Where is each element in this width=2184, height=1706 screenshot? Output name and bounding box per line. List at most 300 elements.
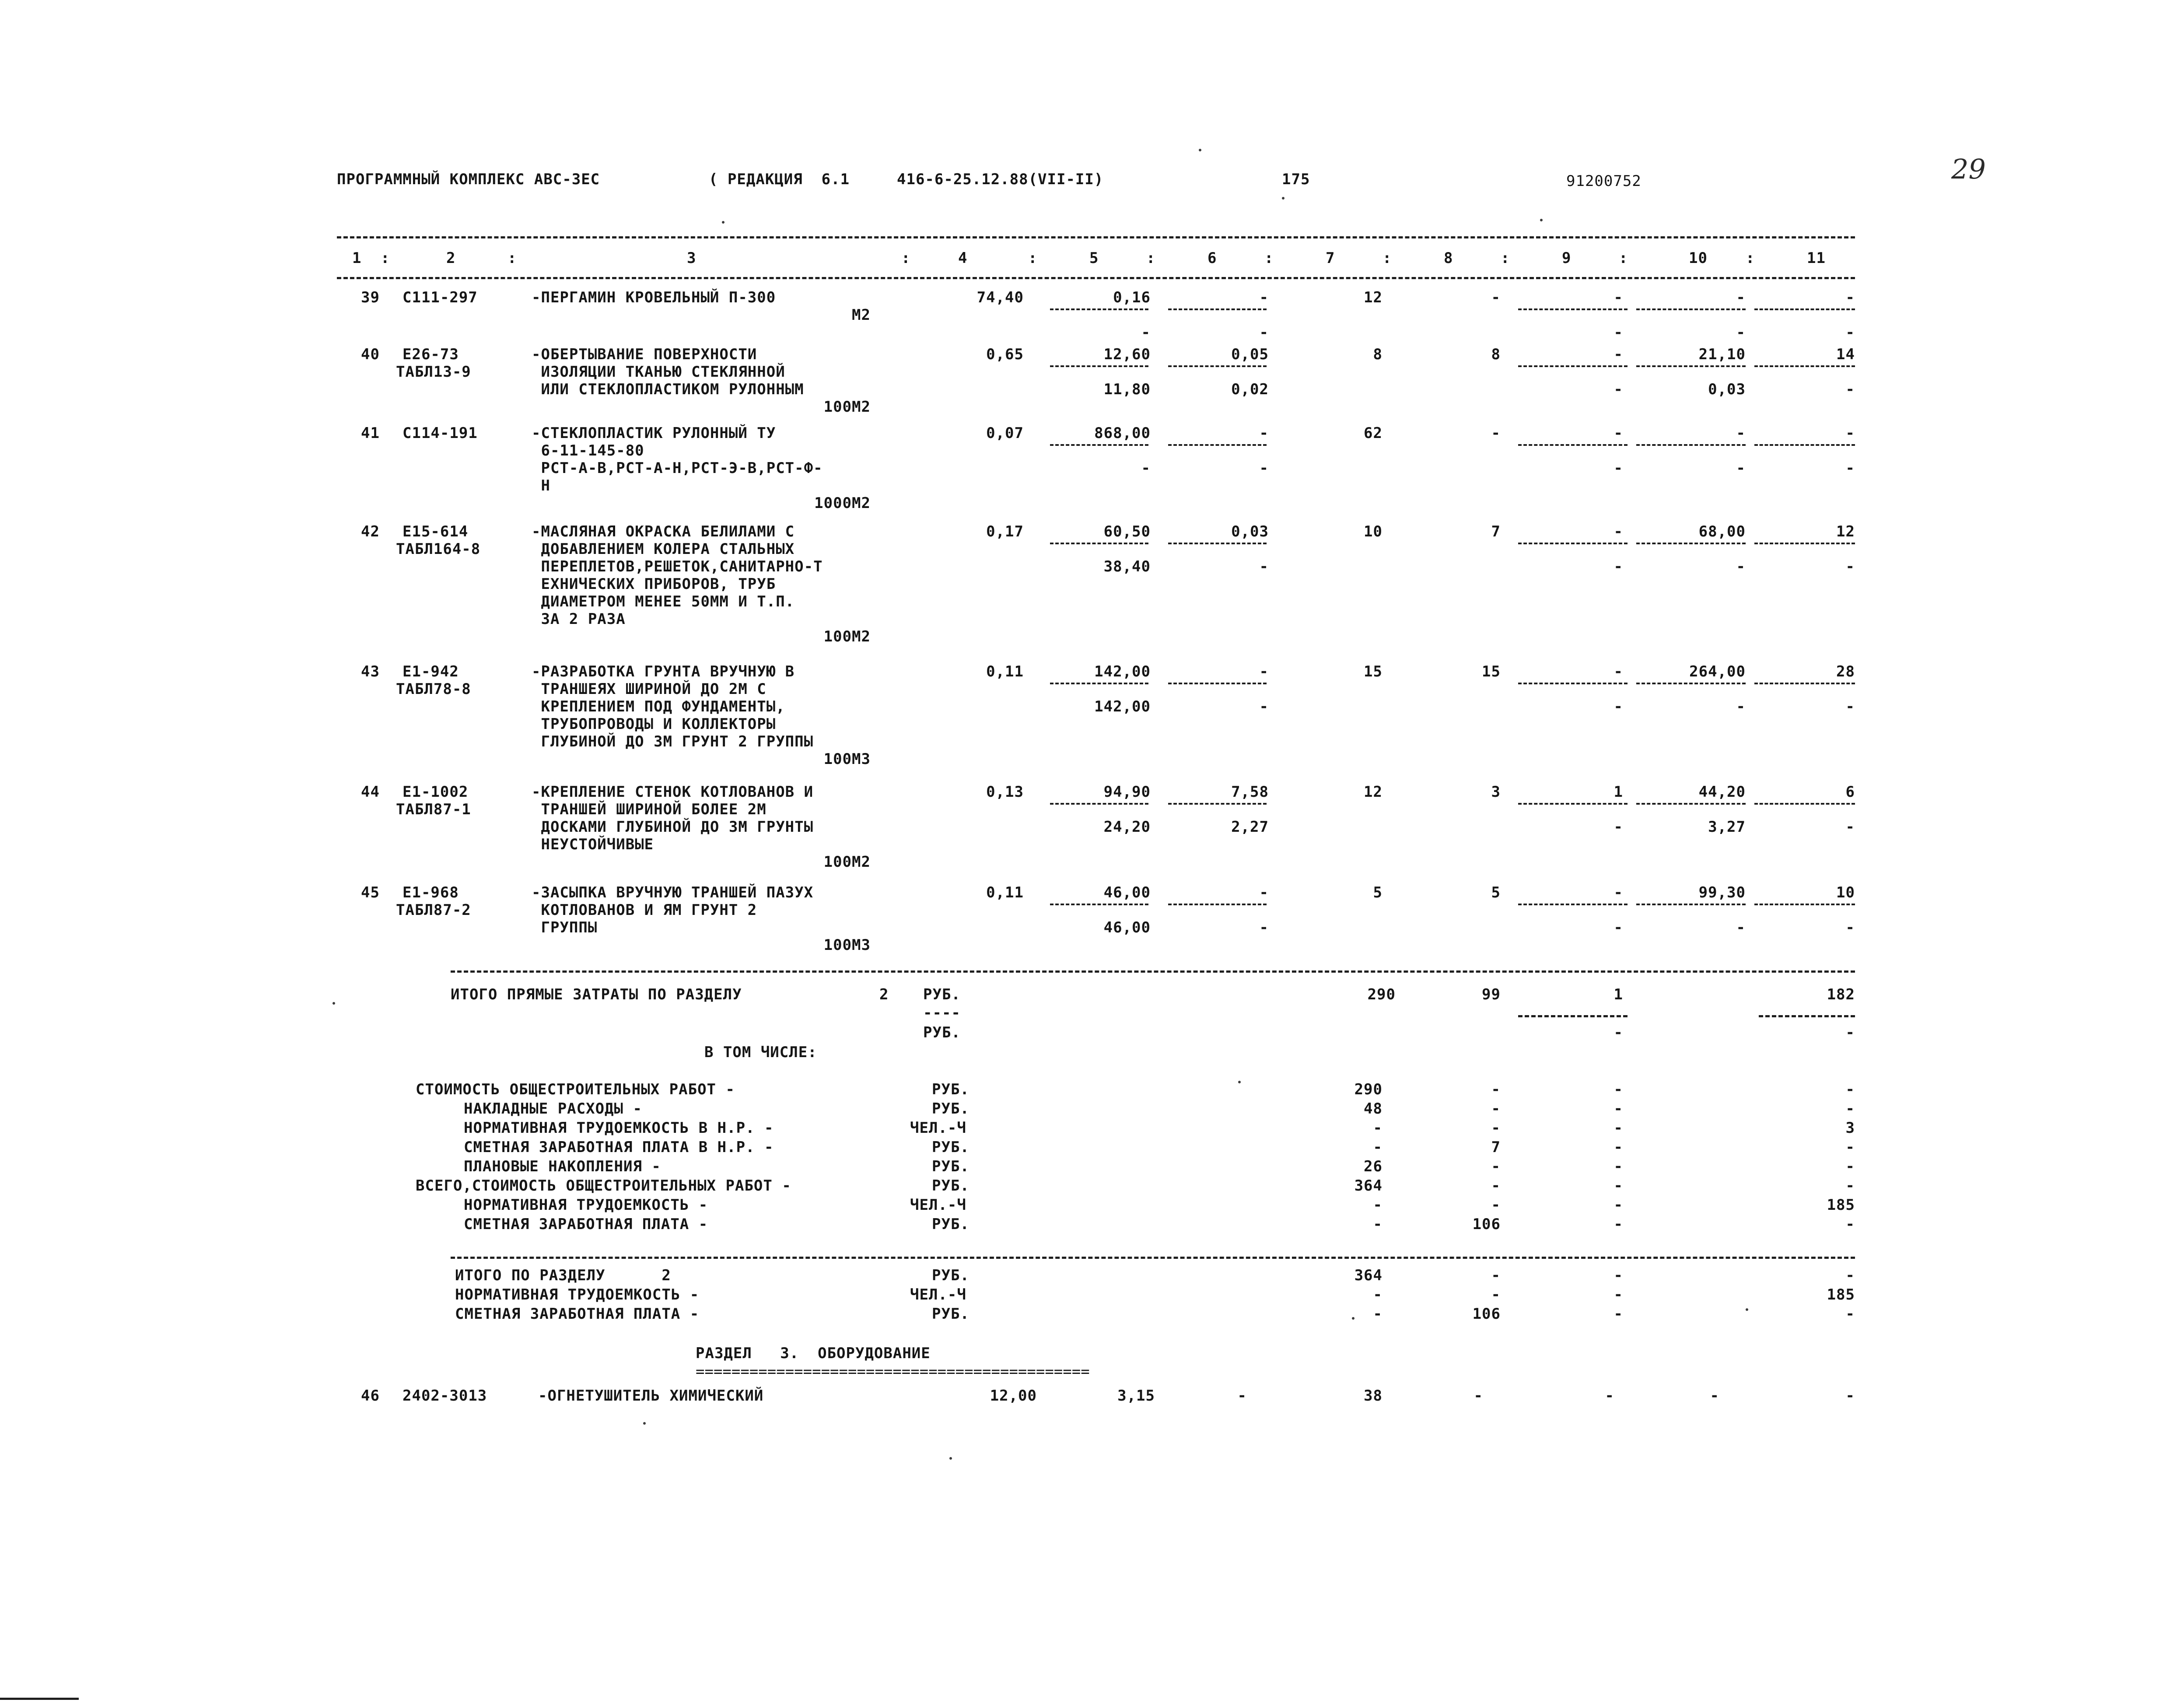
row-c11: 10	[1836, 884, 1855, 901]
breakdown-label: СМЕТНАЯ ЗАРАБОТНАЯ ПЛАТА В Н.Р. -	[464, 1139, 774, 1156]
breakdown-c8: -	[1491, 1081, 1501, 1098]
row-description: РСТ-А-В,РСТ-А-Н,РСТ-Э-В,РСТ-Ф-	[532, 459, 823, 477]
row-c4: 0,11	[986, 884, 1024, 901]
row-description: -ПЕРГАМИН КРОВЕЛЬНЫЙ П-300	[532, 289, 776, 306]
row-c11: 28	[1836, 663, 1855, 680]
breakdown-c11: -	[1845, 1081, 1855, 1098]
row-c6-second: -	[1259, 558, 1269, 575]
row-c5: 46,00	[1103, 884, 1151, 901]
row-c10: 99,30	[1698, 884, 1746, 901]
row-c11-second: -	[1845, 919, 1855, 936]
including-label: В ТОМ ЧИСЛЕ:	[704, 1044, 817, 1061]
row-c10: -	[1736, 289, 1746, 306]
row-number: 43	[361, 663, 380, 680]
row-description: 6-11-145-80	[532, 442, 644, 459]
row-description: КРЕПЛЕНИЕМ ПОД ФУНДАМЕНТЫ,	[532, 698, 785, 715]
scan-speck	[949, 1457, 952, 1460]
row-c9: 1	[1614, 783, 1623, 801]
section-total-label: НОРМАТИВНАЯ ТРУДОЕМКОСТЬ -	[455, 1286, 700, 1303]
row-unit: 1000М2	[814, 494, 871, 512]
section-3-underline: ============================================	[696, 1363, 1090, 1380]
row-c11-rule	[1754, 543, 1855, 544]
column-header-2: 2	[446, 249, 456, 267]
breakdown-c9: -	[1614, 1119, 1623, 1137]
column-separator: :	[1028, 249, 1038, 267]
section-total-unit: РУБ.	[932, 1305, 970, 1323]
row-c10-second: -	[1736, 919, 1746, 936]
row-c4: 74,40	[976, 289, 1024, 306]
row-c9: -	[1614, 346, 1623, 363]
section-total-c8: 106	[1472, 1305, 1501, 1323]
row-c11-rule	[1754, 444, 1855, 446]
row-c4: 0,13	[986, 783, 1024, 801]
row-description: -ОБЕРТЫВАНИЕ ПОВЕРХНОСТИ	[532, 346, 757, 363]
row-c7: 10	[1364, 523, 1382, 540]
breakdown-c7: -	[1373, 1139, 1382, 1156]
scan-speck	[1199, 149, 1201, 151]
total-direct-c11: 182	[1827, 986, 1855, 1003]
row-code: Е15-614	[402, 523, 469, 540]
row-c6: -	[1259, 663, 1269, 680]
row-number: 41	[361, 424, 380, 442]
row-code: Е26-73	[402, 346, 459, 363]
row-c11-rule	[1754, 904, 1855, 905]
row-c11: 6	[1845, 783, 1855, 801]
row-c7: 12	[1364, 783, 1382, 801]
row-c8: 15	[1482, 663, 1501, 680]
breakdown-c8: -	[1491, 1119, 1501, 1137]
row-c6-rule	[1168, 803, 1267, 805]
row-c4: 0,17	[986, 523, 1024, 540]
row-46-c10: -	[1710, 1387, 1719, 1405]
scan-speck	[1238, 1081, 1241, 1083]
row-code: Е1-942	[402, 663, 459, 680]
row-description: НЕУСТОЙЧИВЫЕ	[532, 836, 654, 853]
row-c9: -	[1614, 424, 1623, 442]
section-total-unit: РУБ.	[932, 1267, 970, 1284]
row-c11: -	[1845, 289, 1855, 306]
section-total-c7: -	[1373, 1305, 1382, 1323]
row-code: ТАБЛ164-8	[396, 540, 481, 558]
section-total-c9: -	[1614, 1305, 1623, 1323]
row-c6: -	[1259, 884, 1269, 901]
section-total-unit: ЧЕЛ.-Ч	[910, 1286, 966, 1303]
row-c5-rule	[1050, 683, 1148, 684]
row-c6-second: -	[1259, 698, 1269, 715]
row-c9-second: -	[1614, 919, 1623, 936]
column-separator: :	[1619, 249, 1628, 267]
row-c4: 0,07	[986, 424, 1024, 442]
breakdown-c7: -	[1373, 1216, 1382, 1233]
row-c11-second: -	[1845, 459, 1855, 477]
row-number: 44	[361, 783, 380, 801]
column-separator: :	[1501, 249, 1510, 267]
row-c9-rule	[1518, 543, 1628, 544]
row-c9-second: -	[1614, 698, 1623, 715]
breakdown-c7: -	[1373, 1119, 1382, 1137]
scan-speck	[332, 1002, 335, 1005]
breakdown-c11: -	[1845, 1216, 1855, 1233]
row-c10-second: -	[1736, 324, 1746, 341]
row-46-c6: -	[1237, 1387, 1247, 1405]
row-unit: 100М3	[823, 750, 871, 768]
total-c9-rule	[1518, 1015, 1628, 1017]
total-direct-section: 2	[879, 986, 889, 1003]
breakdown-c11: -	[1845, 1177, 1855, 1195]
row-description: ИЛИ СТЕКЛОПЛАСТИКОМ РУЛОННЫМ	[532, 381, 804, 398]
row-c10: 68,00	[1698, 523, 1746, 540]
row-c5-rule	[1050, 308, 1148, 310]
column-header-9: 9	[1562, 249, 1572, 267]
breakdown-unit: РУБ.	[932, 1216, 970, 1233]
row-number: 45	[361, 884, 380, 901]
row-c6: 7,58	[1231, 783, 1269, 801]
row-c6-rule	[1168, 543, 1267, 544]
breakdown-label: СТОИМОСТЬ ОБЩЕСТРОИТЕЛЬНЫХ РАБОТ -	[416, 1081, 735, 1098]
header-code: 91200752	[1566, 172, 1642, 190]
row-code: ТАБЛ87-1	[396, 801, 471, 818]
row-code: С114-191	[402, 424, 478, 442]
row-c9-rule	[1518, 365, 1628, 367]
breakdown-c9: -	[1614, 1158, 1623, 1175]
scan-speck	[1282, 197, 1284, 200]
row-c9-rule	[1518, 444, 1628, 446]
section-total-c8: -	[1491, 1286, 1501, 1303]
row-c10: 264,00	[1689, 663, 1746, 680]
row-c5-second: 142,00	[1094, 698, 1151, 715]
scan-speck	[1540, 219, 1543, 221]
section-total-c11: -	[1845, 1267, 1855, 1284]
row-c11-rule	[1754, 683, 1855, 684]
breakdown-c8: -	[1491, 1100, 1501, 1117]
breakdown-unit: РУБ.	[932, 1139, 970, 1156]
breakdown-c7: 26	[1364, 1158, 1382, 1175]
total-direct-unit-2: РУБ.	[923, 1024, 961, 1041]
breakdown-c7: -	[1373, 1196, 1382, 1214]
row-unit: 100М2	[823, 398, 871, 416]
column-header-4: 4	[958, 249, 968, 267]
breakdown-label: СМЕТНАЯ ЗАРАБОТНАЯ ПЛАТА -	[464, 1216, 708, 1233]
row-c10-second: -	[1736, 558, 1746, 575]
row-description: ДОСКАМИ ГЛУБИНОЙ ДО 3М ГРУНТЫ	[532, 818, 814, 836]
column-separator: :	[901, 249, 911, 267]
column-separator: :	[1746, 249, 1755, 267]
row-46-c9: -	[1605, 1387, 1614, 1405]
breakdown-unit: ЧЕЛ.-Ч	[910, 1196, 966, 1214]
row-c4: 0,11	[986, 663, 1024, 680]
breakdown-c8: 106	[1472, 1216, 1501, 1233]
row-c9-second: -	[1614, 381, 1623, 398]
breakdown-c7: 290	[1354, 1081, 1382, 1098]
row-46-c8: -	[1474, 1387, 1483, 1405]
total-direct-c9: 1	[1614, 986, 1623, 1003]
breakdown-label: НОРМАТИВНАЯ ТРУДОЕМКОСТЬ -	[464, 1196, 708, 1214]
row-c8: -	[1491, 289, 1501, 306]
row-description: ДОБАВЛЕНИЕМ КОЛЕРА СТАЛЬНЫХ	[532, 540, 795, 558]
row-c11: 12	[1836, 523, 1855, 540]
row-c10: -	[1736, 424, 1746, 442]
row-c6-rule	[1168, 904, 1267, 905]
row-c5-second: -	[1141, 459, 1151, 477]
row-c11: -	[1845, 424, 1855, 442]
breakdown-c8: -	[1491, 1177, 1501, 1195]
row-c10-second: -	[1736, 459, 1746, 477]
row-c9-second: -	[1614, 459, 1623, 477]
scan-speck	[1746, 1308, 1748, 1311]
row-unit: 100М2	[823, 628, 871, 645]
total-rule	[451, 970, 1855, 973]
row-c7: 15	[1364, 663, 1382, 680]
row-c11: 14	[1836, 346, 1855, 363]
bottom-edge-mark	[0, 1698, 79, 1700]
row-code: ТАБЛ78-8	[396, 680, 471, 698]
row-46-c7: 38	[1364, 1387, 1382, 1405]
breakdown-c11: -	[1845, 1139, 1855, 1156]
breakdown-c9: -	[1614, 1139, 1623, 1156]
row-c6-second: -	[1259, 459, 1269, 477]
row-c10-second: -	[1736, 698, 1746, 715]
row-description: ИЗОЛЯЦИИ ТКАНЬЮ СТЕКЛЯННОЙ	[532, 363, 785, 381]
row-description: ГРУППЫ	[532, 919, 598, 936]
row-c11-rule	[1754, 365, 1855, 367]
breakdown-unit: РУБ.	[932, 1100, 970, 1117]
breakdown-label: ПЛАНОВЫЕ НАКОПЛЕНИЯ -	[464, 1158, 661, 1175]
row-c7: 62	[1364, 424, 1382, 442]
row-c10-rule	[1636, 543, 1746, 544]
row-description: -КРЕПЛЕНИЕ СТЕНОК КОТЛОВАНОВ И	[532, 783, 814, 801]
row-c10-second: 3,27	[1708, 818, 1746, 836]
row-c11-rule	[1754, 308, 1855, 310]
column-header-6: 6	[1208, 249, 1217, 267]
row-c11-second: -	[1845, 558, 1855, 575]
row-c6: -	[1259, 289, 1269, 306]
row-c4: 0,65	[986, 346, 1024, 363]
row-c9-second: -	[1614, 558, 1623, 575]
row-c11-second: -	[1845, 324, 1855, 341]
total-c11-rule	[1759, 1015, 1855, 1017]
section-total-rule	[451, 1257, 1855, 1259]
row-c9-rule	[1518, 904, 1628, 905]
header-page-number: 175	[1282, 171, 1310, 188]
row-code: ТАБЛ87-2	[396, 901, 471, 919]
row-c11-second: -	[1845, 818, 1855, 836]
row-description: -РАЗРАБОТКА ГРУНТА ВРУЧНУЮ В	[532, 663, 795, 680]
breakdown-c8: 7	[1491, 1139, 1501, 1156]
table-header-rule	[337, 277, 1855, 279]
row-description: ДИАМЕТРОМ МЕНЕЕ 50ММ И Т.П.	[532, 593, 795, 610]
breakdown-unit: РУБ.	[932, 1177, 970, 1195]
row-c5: 142,00	[1094, 663, 1151, 680]
breakdown-unit: РУБ.	[932, 1158, 970, 1175]
total-direct-unit: РУБ.	[923, 986, 961, 1003]
total-direct-label: ИТОГО ПРЯМЫЕ ЗАТРАТЫ ПО РАЗДЕЛУ	[451, 986, 742, 1003]
column-separator: :	[508, 249, 517, 267]
row-c10-rule	[1636, 904, 1746, 905]
row-c9: -	[1614, 289, 1623, 306]
breakdown-unit: РУБ.	[932, 1081, 970, 1098]
row-c7: 5	[1373, 884, 1382, 901]
breakdown-c11: -	[1845, 1158, 1855, 1175]
row-c9-second: -	[1614, 818, 1623, 836]
section-total-c11: 185	[1827, 1286, 1855, 1303]
row-46-c11: -	[1845, 1387, 1855, 1405]
total-direct-c8: 99	[1482, 986, 1501, 1003]
breakdown-c7: 364	[1354, 1177, 1382, 1195]
row-description: КОТЛОВАНОВ И ЯМ ГРУНТ 2	[532, 901, 757, 919]
row-c5-second: -	[1141, 324, 1151, 341]
section-total-label: ИТОГО ПО РАЗДЕЛУ 2	[455, 1267, 671, 1284]
breakdown-label: НОРМАТИВНАЯ ТРУДОЕМКОСТЬ В Н.Р. -	[464, 1119, 774, 1137]
row-c6-second: -	[1259, 919, 1269, 936]
row-c9-second: -	[1614, 324, 1623, 341]
header-stamp: 416-6-25.12.88(VII-II)	[897, 171, 1104, 188]
row-description: ТРАНШЕЙ ШИРИНОЙ БОЛЕЕ 2М	[532, 801, 766, 818]
column-header-8: 8	[1444, 249, 1453, 267]
row-c10: 44,20	[1698, 783, 1746, 801]
row-c9-rule	[1518, 803, 1628, 805]
row-c10-rule	[1636, 365, 1746, 367]
row-number: 39	[361, 289, 380, 306]
row-c10-rule	[1636, 683, 1746, 684]
column-separator: :	[1382, 249, 1392, 267]
row-c9: -	[1614, 663, 1623, 680]
row-description: ЗА 2 РАЗА	[532, 610, 626, 628]
section-total-c9: -	[1614, 1267, 1623, 1284]
row-c5-rule	[1050, 543, 1148, 544]
row-c9-rule	[1518, 683, 1628, 684]
breakdown-unit: ЧЕЛ.-Ч	[910, 1119, 966, 1137]
breakdown-c7: 48	[1364, 1100, 1382, 1117]
breakdown-label: ВСЕГО,СТОИМОСТЬ ОБЩЕСТРОИТЕЛЬНЫХ РАБОТ -	[416, 1177, 791, 1195]
header-program-name: ПРОГРАММНЫЙ КОМПЛЕКС АВС-3ЕС	[337, 171, 600, 188]
handwritten-page-number: 29	[1951, 153, 1986, 185]
column-header-3: 3	[687, 249, 696, 267]
row-c6-rule	[1168, 308, 1267, 310]
section-total-c7: 364	[1354, 1267, 1382, 1284]
row-number: 40	[361, 346, 380, 363]
breakdown-c9: -	[1614, 1216, 1623, 1233]
row-c11-rule	[1754, 803, 1855, 805]
row-c6: -	[1259, 424, 1269, 442]
header-edition: ( РЕДАКЦИЯ 6.1	[709, 171, 850, 188]
row-c9: -	[1614, 884, 1623, 901]
row-46-code: 2402-3013	[402, 1387, 487, 1405]
breakdown-c11: -	[1845, 1100, 1855, 1117]
row-c5-second: 46,00	[1103, 919, 1151, 936]
row-c5-rule	[1050, 904, 1148, 905]
row-code: Е1-1002	[402, 783, 469, 801]
row-c8: 3	[1491, 783, 1501, 801]
breakdown-label: НАКЛАДНЫЕ РАСХОДЫ -	[464, 1100, 642, 1117]
section-total-c7: -	[1373, 1286, 1382, 1303]
section-total-c9: -	[1614, 1286, 1623, 1303]
row-unit: М2	[852, 306, 871, 324]
scan-speck	[722, 221, 724, 224]
row-c5: 12,60	[1103, 346, 1151, 363]
row-description: -ЗАСЫПКА ВРУЧНУЮ ТРАНШЕЙ ПАЗУХ	[532, 884, 814, 901]
scan-speck	[643, 1422, 646, 1425]
row-c5: 94,90	[1103, 783, 1151, 801]
column-header-7: 7	[1326, 249, 1335, 267]
row-unit: 100М3	[823, 936, 871, 954]
row-code: ТАБЛ13-9	[396, 363, 471, 381]
row-c9: -	[1614, 523, 1623, 540]
row-c10-rule	[1636, 803, 1746, 805]
row-c5-second: 11,80	[1103, 381, 1151, 398]
row-c10-second: 0,03	[1708, 381, 1746, 398]
row-c6: 0,05	[1231, 346, 1269, 363]
column-header-10: 10	[1689, 249, 1708, 267]
section-total-label: СМЕТНАЯ ЗАРАБОТНАЯ ПЛАТА -	[455, 1305, 700, 1323]
row-description: ЕХНИЧЕСКИХ ПРИБОРОВ, ТРУБ	[532, 575, 776, 593]
row-description: ПЕРЕПЛЕТОВ,РЕШЕТОК,САНИТАРНО-Т	[532, 558, 823, 575]
breakdown-c8: -	[1491, 1158, 1501, 1175]
row-c6-rule	[1168, 683, 1267, 684]
row-c11-second: -	[1845, 381, 1855, 398]
breakdown-c8: -	[1491, 1196, 1501, 1214]
total-direct-c7: 290	[1367, 986, 1396, 1003]
breakdown-c9: -	[1614, 1196, 1623, 1214]
column-separator: :	[1264, 249, 1274, 267]
row-description: ТРАНШЕЯХ ШИРИНОЙ ДО 2М С	[532, 680, 766, 698]
row-c6-second: 0,02	[1231, 381, 1269, 398]
section-total-c11: -	[1845, 1305, 1855, 1323]
total-direct-c9b: -	[1614, 1024, 1623, 1041]
row-46-description: -ОГНЕТУШИТЕЛЬ ХИМИЧЕСКИЙ	[538, 1387, 764, 1405]
row-c10-rule	[1636, 308, 1746, 310]
breakdown-c9: -	[1614, 1081, 1623, 1098]
row-number: 42	[361, 523, 380, 540]
row-description: ГЛУБИНОЙ ДО 3М ГРУНТ 2 ГРУППЫ	[532, 733, 814, 750]
row-description: -МАСЛЯНАЯ ОКРАСКА БЕЛИЛАМИ С	[532, 523, 795, 540]
row-c6-rule	[1168, 365, 1267, 367]
row-c7: 8	[1373, 346, 1382, 363]
row-c5-rule	[1050, 803, 1148, 805]
scan-speck	[1352, 1317, 1354, 1320]
row-c9-rule	[1518, 308, 1628, 310]
row-c5-second: 24,20	[1103, 818, 1151, 836]
row-c6-second: 2,27	[1231, 818, 1269, 836]
table-top-rule	[337, 236, 1855, 238]
total-direct-unit-sep: ----	[923, 1004, 961, 1022]
row-c7: 12	[1364, 289, 1382, 306]
row-c5-rule	[1050, 365, 1148, 367]
section-total-c8: -	[1491, 1267, 1501, 1284]
row-c6-rule	[1168, 444, 1267, 446]
row-c10-rule	[1636, 444, 1746, 446]
row-c8: -	[1491, 424, 1501, 442]
breakdown-c11: 185	[1827, 1196, 1855, 1214]
row-c5-second: 38,40	[1103, 558, 1151, 575]
row-46-c4: 12,00	[990, 1387, 1037, 1405]
total-direct-c11b: -	[1845, 1024, 1855, 1041]
row-c5: 60,50	[1103, 523, 1151, 540]
row-c5-rule	[1050, 444, 1148, 446]
row-46-number: 46	[361, 1387, 380, 1405]
row-code: Е1-968	[402, 884, 459, 901]
breakdown-c9: -	[1614, 1100, 1623, 1117]
row-46-c5: 3,15	[1117, 1387, 1155, 1405]
row-unit: 100М2	[823, 853, 871, 871]
column-header-5: 5	[1089, 249, 1099, 267]
breakdown-c9: -	[1614, 1177, 1623, 1195]
row-description: ТРУБОПРОВОДЫ И КОЛЛЕКТОРЫ	[532, 715, 776, 733]
row-c6-second: -	[1259, 324, 1269, 341]
row-c10: 21,10	[1698, 346, 1746, 363]
row-c8: 8	[1491, 346, 1501, 363]
row-c5: 868,00	[1094, 424, 1151, 442]
row-c8: 5	[1491, 884, 1501, 901]
